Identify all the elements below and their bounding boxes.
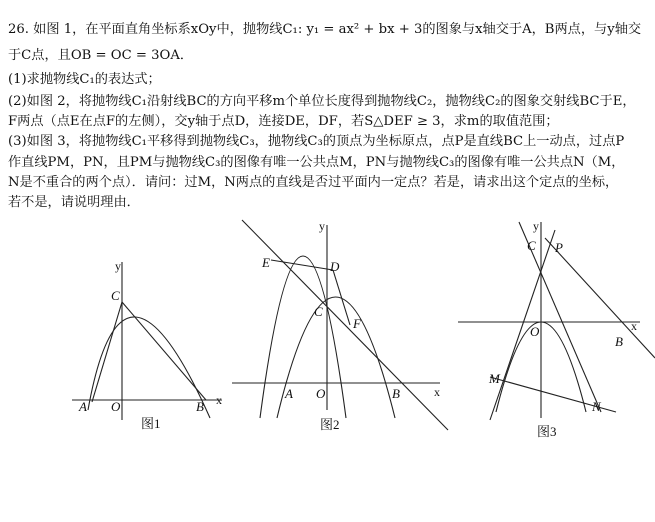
question-2-line-2: F两点（点E在点F的左侧），交y轴于点D，连接DE，DF，若S△DEF ≥ 3，求m的取值范围； <box>8 114 559 129</box>
fig3-label-B: B <box>615 334 623 349</box>
fig3-line-MN <box>490 377 616 412</box>
fig1-label-C: C <box>111 288 120 303</box>
fig2-label-A: A <box>285 386 293 401</box>
fig2-label-E: E <box>262 255 270 270</box>
fig2-label-C: C <box>314 304 323 319</box>
fig1-label-y: y <box>115 259 121 273</box>
fig3-caption: 图3 <box>537 424 557 439</box>
question-3-line-2: 作直线PM，PN，且PM与抛物线C₃的图像有唯一公共点M，PN与抛物线C₃的图像有唯一公共点N（M， <box>8 155 625 170</box>
fig3-label-y: y <box>533 219 539 233</box>
fig3-label-N: N <box>592 399 601 414</box>
question-1: (1)求抛物线C₁的表达式； <box>8 72 161 87</box>
fig2-parabola-C2 <box>260 256 346 418</box>
fig1-label-O: O <box>111 399 121 414</box>
fig2-line-DE <box>271 260 333 270</box>
fig2-line-DF <box>333 270 350 325</box>
fig2-label-B: B <box>392 386 400 401</box>
problem-line-1: 26. 如图 1，在平面直角坐标系xOy中，抛物线C₁: y₁ = ax² + bx + 3的图象与x轴交于A，B两点，与y轴交 <box>8 22 642 37</box>
fig3-line-PN <box>519 222 601 412</box>
fig2-label-O: O <box>316 386 326 401</box>
figure-1 <box>72 259 222 431</box>
fig1-caption: 图1 <box>141 416 161 431</box>
fig2-line-BC <box>242 220 448 430</box>
fig3-label-O: O <box>530 324 540 339</box>
fig1-parabola <box>88 317 210 418</box>
question-3-line-1: (3)如图 3，将抛物线C₁平移得到抛物线C₃，抛物线C₃的顶点为坐标原点，点P是直线BC上一动点，过点P <box>8 134 625 149</box>
fig1-label-x: x <box>216 393 222 407</box>
fig2-label-F: F <box>353 316 361 331</box>
fig2-caption: 图2 <box>320 417 340 432</box>
fig3-label-P: P <box>555 240 563 255</box>
fig3-line-PM <box>490 230 555 420</box>
fig2-label-D: D <box>330 259 340 274</box>
fig3-label-C: C <box>527 238 536 253</box>
question-2-line-1: (2)如图 2，将抛物线C₁沿射线BC的方向平移m个单位长度得到抛物线C₂，抛物线C₂的图象交射线BC于E， <box>8 94 636 109</box>
question-3-line-4: 若不是，请说明理由． <box>8 195 140 210</box>
fig3-label-x: x <box>631 319 637 333</box>
fig3-label-M: M <box>489 371 500 386</box>
figure-2 <box>232 219 448 432</box>
question-3-line-3: N是不重合的两个点）．请问：过M，N两点的直线是否过平面内一定点？若是，请求出这个定点的坐标， <box>8 175 619 190</box>
fig1-line-AC <box>92 302 122 402</box>
fig1-line-BC <box>122 302 206 400</box>
fig2-label-y: y <box>319 219 325 233</box>
fig3-parabola-C3 <box>496 322 586 412</box>
fig2-parabola-C1 <box>277 297 395 418</box>
fig1-label-B: B <box>196 399 204 414</box>
fig2-label-x: x <box>434 385 440 399</box>
figure-3 <box>458 219 655 439</box>
fig1-label-A: A <box>79 399 87 414</box>
fig3-line-BC <box>545 238 655 358</box>
problem-line-2: 于C点，且OB = OC = 3OA． <box>8 48 194 63</box>
